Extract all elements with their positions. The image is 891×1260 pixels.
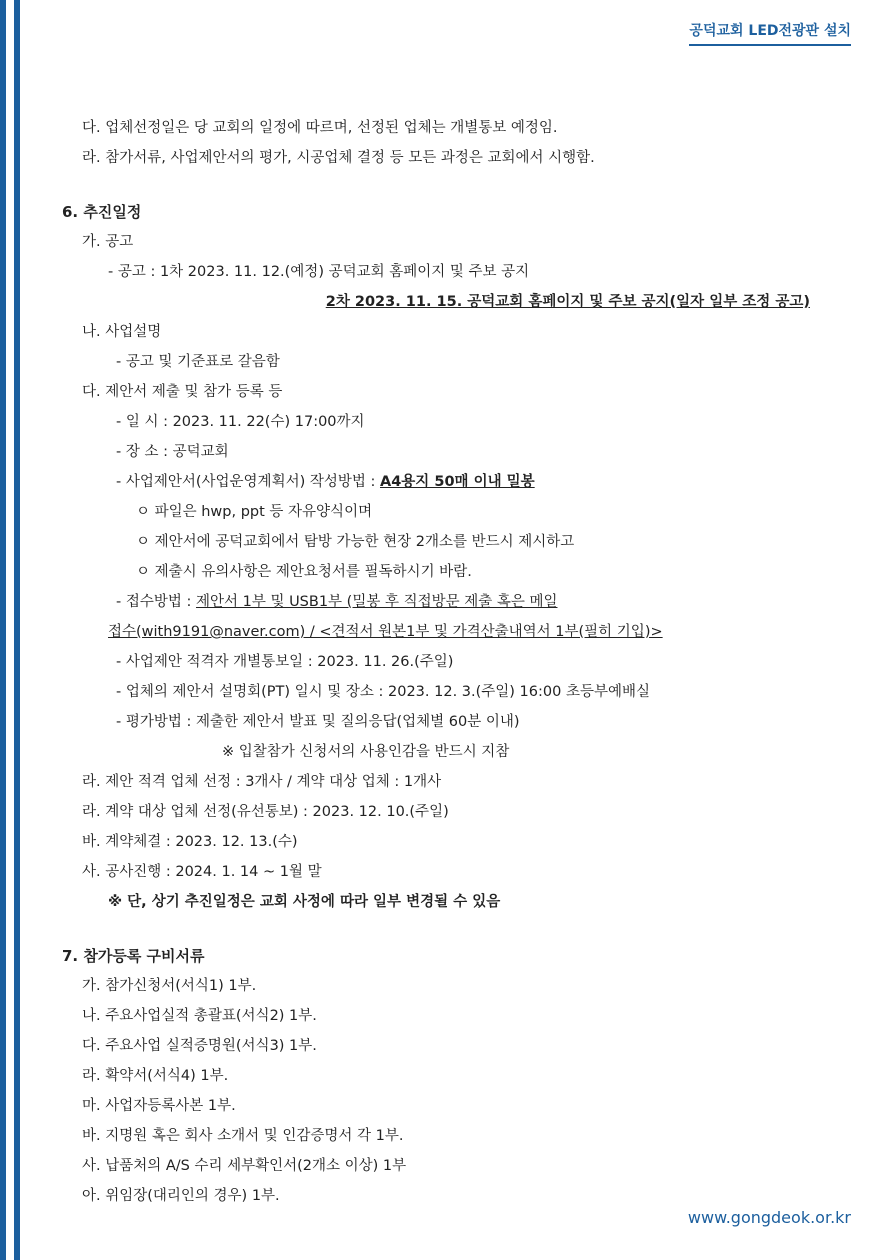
footer-url: www.gongdeok.or.kr [687,1208,851,1227]
s6-da-2: - 장 소 : 공덕교회 [116,444,229,460]
s6-da-3b: ㅇ 제안서에 공덕교회에서 탐방 가능한 현장 2개소를 반드시 제시하고 [136,534,575,550]
s6-note: ※ 단, 상기 추진일정은 교회 사정에 따라 일부 변경될 수 있음 [108,894,501,910]
s6-da-3-prefix: - 사업제안서(사업운영계획서) 작성방법 : [116,474,380,490]
s6-da-5: - 사업제안 적격자 개별통보일 : 2023. 11. 26.(주일) [116,654,454,670]
s7-item-1: 가. 참가신청서(서식1) 1부. [82,978,257,994]
s6-da-8: ※ 입찰참가 신청서의 사용인감을 반드시 지참 [222,744,510,760]
s6-da-4 [62,587,852,617]
left-border-stripe-inner [14,0,20,1260]
intro-line-ra: 라. 참가서류, 사업제안서의 평가, 시공업체 결정 등 모든 과정은 교회에서 시행함. [82,150,595,166]
s7-item-2: 나. 주요사업실적 총괄표(서식2) 1부. [82,1008,317,1024]
s7-item-5: 마. 사업자등록사본 1부. [82,1098,236,1114]
document-header: 공덕교회 LED전광판 설치 [689,20,851,46]
s6-ra-2: 라. 계약 대상 업체 선정(유선통보) : 2023. 12. 10.(주일) [82,804,449,820]
s7-item-3: 다. 주요사업 실적증명원(서식3) 1부. [82,1038,317,1054]
s6-da-4-u1: 제안서 1부 및 USB1부 (밀봉 후 직접방문 제출 혹은 메일 [195,594,558,610]
section-7-title: 7. 참가등록 구비서류 [62,947,205,965]
s6-da-3-emph: A4용지 50매 이내 밀봉 [379,474,535,490]
s6-na-1: - 공고 및 기준표로 갈음함 [116,354,280,370]
s6-ba: 바. 계약체결 : 2023. 12. 13.(수) [82,834,298,850]
document-body [62,113,852,1211]
s6-ga: 가. 공고 [82,234,134,250]
s6-da-1: - 일 시 : 2023. 11. 22(수) 17:00까지 [116,414,365,430]
s6-da-3a: ㅇ 파일은 hwp, ppt 등 자유양식이며 [136,504,373,520]
intro-line-da: 다. 업체선정일은 당 교회의 일정에 따르며, 선정된 업체는 개별통보 예정임. [82,120,558,136]
s6-da: 다. 제안서 제출 및 참가 등록 등 [82,384,283,400]
left-border-stripe [0,0,6,1260]
section-6-title: 6. 추진일정 [62,203,142,221]
s6-da-4-u2: 접수(with9191@naver.com) / <견적서 원본1부 및 가격산출내역서 1부(필히 기입)> [108,624,663,640]
s7-item-6: 바. 지명원 혹은 회사 소개서 및 인감증명서 각 1부. [82,1128,404,1144]
s6-sa: 사. 공사진행 : 2024. 1. 14 ~ 1월 말 [82,864,322,880]
s6-na: 나. 사업설명 [82,324,162,340]
s6-ga-2: 2차 2023. 11. 15. 공덕교회 홈페이지 및 주보 공지(일자 일부 조정 공고) [325,294,810,310]
s6-da-6: - 업체의 제안서 설명회(PT) 일시 및 장소 : 2023. 12. 3.(주일) 16:00 초등부예배실 [116,684,650,700]
s6-da-7: - 평가방법 : 제출한 제안서 발표 및 질의응답(업체별 60분 이내) [116,714,520,730]
s7-item-7: 사. 납품처의 A/S 수리 세부확인서(2개소 이상) 1부 [82,1158,407,1174]
s6-ga-1: - 공고 : 1차 2023. 11. 12.(예정) 공덕교회 홈페이지 및 주보 공지 [108,264,530,280]
s7-item-4: 라. 확약서(서식4) 1부. [82,1068,229,1084]
s6-da-3 [62,467,852,497]
s6-ra-1: 라. 제안 적격 업체 선정 : 3개사 / 계약 대상 업체 : 1개사 [82,774,442,790]
s6-da-4-prefix: - 접수방법 : [116,594,196,610]
s7-item-8: 아. 위임장(대리인의 경우) 1부. [82,1188,280,1204]
s6-da-3c: ㅇ 제출시 유의사항은 제안요청서를 필독하시기 바람. [136,564,472,580]
